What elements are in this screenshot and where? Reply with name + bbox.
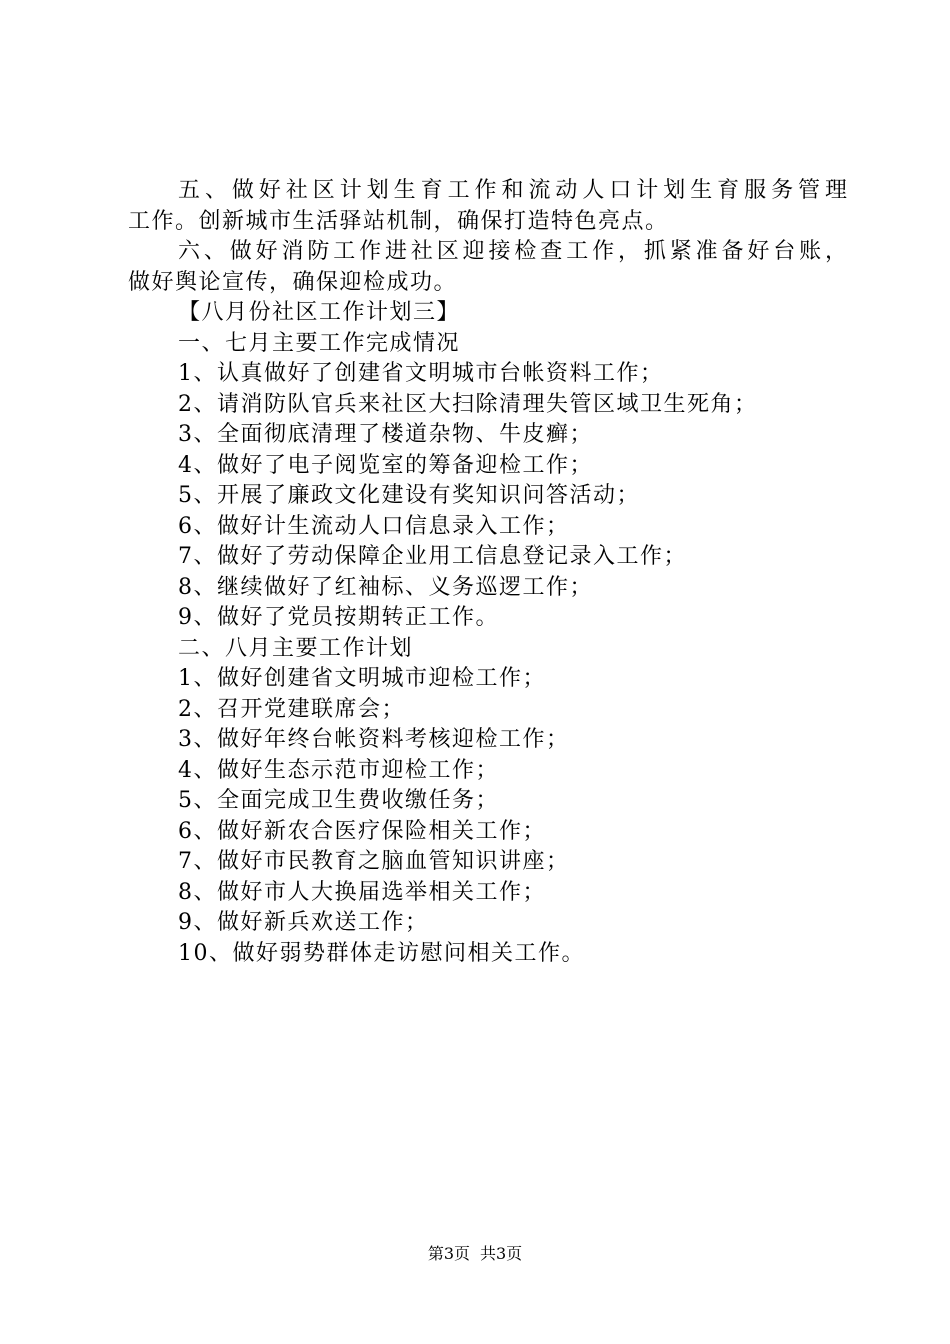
list-item: 4、做好了电子阅览室的筹备迎检工作； <box>178 452 593 478</box>
august-items-list <box>128 664 848 969</box>
section-five-line-2: 工作。创新城市生活驿站机制，确保打造特色亮点。 <box>128 208 669 234</box>
list-item: 9、做好了党员按期转正工作。 <box>178 605 499 630</box>
august-heading: 二、八月主要工作计划 <box>178 635 414 661</box>
page-total: 共3页 <box>480 1244 523 1263</box>
list-item: 5、全面完成卫生费收缴任务； <box>178 788 499 813</box>
list-item: 8、做好市人大换届选举相关工作； <box>178 879 546 905</box>
page-footer <box>0 1244 950 1264</box>
document-body <box>128 176 848 969</box>
list-item: 6、做好新农合医疗保险相关工作； <box>178 818 546 844</box>
list-item: 8、继续做好了红袖标、义务巡逻工作； <box>178 574 593 600</box>
list-item: 2、请消防队官兵来社区大扫除清理失管区域卫生死角； <box>178 391 758 417</box>
section-five-line-1: 五、做好社区计划生育工作和流动人口计划生育服务管理 <box>178 178 848 203</box>
section-six-line-2: 做好舆论宣传，确保迎检成功。 <box>128 269 458 295</box>
list-item: 6、做好计生流动人口信息录入工作； <box>178 513 570 539</box>
list-item: 4、做好生态示范市迎检工作； <box>178 757 499 783</box>
list-item: 3、全面彻底清理了楼道杂物、牛皮癣； <box>178 422 593 447</box>
list-item: 10、做好弱势群体走访慰问相关工作。 <box>178 940 585 966</box>
section-five-paragraph <box>128 176 848 237</box>
july-items-list <box>128 359 848 634</box>
list-item: 5、开展了廉政文化建设有奖知识问答活动； <box>178 483 640 508</box>
list-item: 7、做好了劳动保障企业用工信息登记录入工作； <box>178 544 687 569</box>
page-number: 第3页 <box>427 1244 470 1263</box>
list-item: 3、做好年终台帐资料考核迎检工作； <box>178 727 570 752</box>
july-heading: 一、七月主要工作完成情况 <box>178 330 461 356</box>
list-item: 7、做好市民教育之脑血管知识讲座； <box>178 849 570 874</box>
list-item: 1、认真做好了创建省文明城市台帐资料工作； <box>178 361 664 386</box>
section-six-paragraph <box>128 237 848 298</box>
list-item: 2、召开党建联席会； <box>178 696 405 722</box>
list-item: 9、做好新兵欢送工作； <box>178 910 429 935</box>
section-six-line-1: 六、做好消防工作进社区迎接检查工作，抓紧准备好台账， <box>178 239 848 264</box>
list-item: 1、做好创建省文明城市迎检工作； <box>178 666 546 691</box>
plan-three-title: 【八月份社区工作计划三】 <box>178 300 461 325</box>
